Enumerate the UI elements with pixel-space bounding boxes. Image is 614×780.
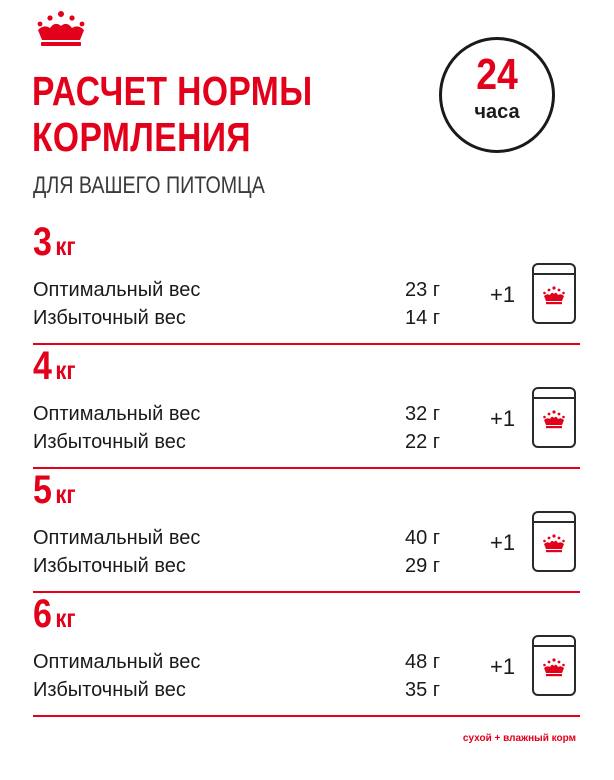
weight-unit: кг xyxy=(55,479,76,509)
weight-value: 4 xyxy=(33,344,52,388)
weight-unit: кг xyxy=(55,355,76,385)
title-line-1: РАСЧЕТ НОРМЫ xyxy=(32,68,313,114)
weight-unit: кг xyxy=(55,603,76,633)
royal-crown-logo-icon xyxy=(30,10,92,50)
weight-section-5kg xyxy=(0,469,614,593)
optimal-weight-value: 40 г xyxy=(405,527,441,549)
wet-food-pouch-icon xyxy=(531,510,577,573)
wet-food-pouch-icon xyxy=(531,262,577,325)
weight-heading xyxy=(33,221,76,272)
footnote: сухой + влажный корм xyxy=(462,733,576,744)
weight-heading xyxy=(33,345,76,396)
weight-unit: кг xyxy=(55,231,76,261)
weight-section-6kg xyxy=(0,593,614,717)
weight-section-3kg xyxy=(0,221,614,345)
overweight-label: Избыточный вес xyxy=(33,679,186,701)
plus-one-label: +1 xyxy=(490,282,516,307)
page-subtitle: ДЛЯ ВАШЕГО ПИТОМЦА xyxy=(33,172,265,199)
weight-heading xyxy=(33,593,76,644)
overweight-value: 14 г xyxy=(405,307,441,329)
weight-value: 3 xyxy=(33,220,52,264)
overweight-label: Избыточный вес xyxy=(33,307,186,329)
overweight-value: 22 г xyxy=(405,431,441,453)
badge-number: 24 xyxy=(476,50,518,99)
hours-badge xyxy=(439,37,555,153)
plus-one-label: +1 xyxy=(490,530,516,555)
optimal-weight-label: Оптимальный вес xyxy=(33,651,201,673)
optimal-weight-value: 32 г xyxy=(405,403,441,425)
overweight-label: Избыточный вес xyxy=(33,555,186,577)
optimal-weight-value: 48 г xyxy=(405,651,441,673)
overweight-label: Избыточный вес xyxy=(33,431,186,453)
wet-food-pouch-icon xyxy=(531,634,577,697)
overweight-value: 35 г xyxy=(405,679,441,701)
plus-one-label: +1 xyxy=(490,654,516,679)
weight-heading xyxy=(33,469,76,520)
badge-unit: часа xyxy=(474,101,520,123)
optimal-weight-label: Оптимальный вес xyxy=(33,279,201,301)
optimal-weight-value: 23 г xyxy=(405,279,441,301)
wet-food-pouch-icon xyxy=(531,386,577,449)
plus-one-label: +1 xyxy=(490,406,516,431)
weight-section-4kg xyxy=(0,345,614,469)
section-divider xyxy=(33,715,580,717)
optimal-weight-label: Оптимальный вес xyxy=(33,403,201,425)
page-title xyxy=(32,68,313,160)
weight-value: 5 xyxy=(33,468,52,512)
optimal-weight-label: Оптимальный вес xyxy=(33,527,201,549)
title-line-2: КОРМЛЕНИЯ xyxy=(32,114,251,160)
overweight-value: 29 г xyxy=(405,555,441,577)
weight-value: 6 xyxy=(33,592,52,636)
